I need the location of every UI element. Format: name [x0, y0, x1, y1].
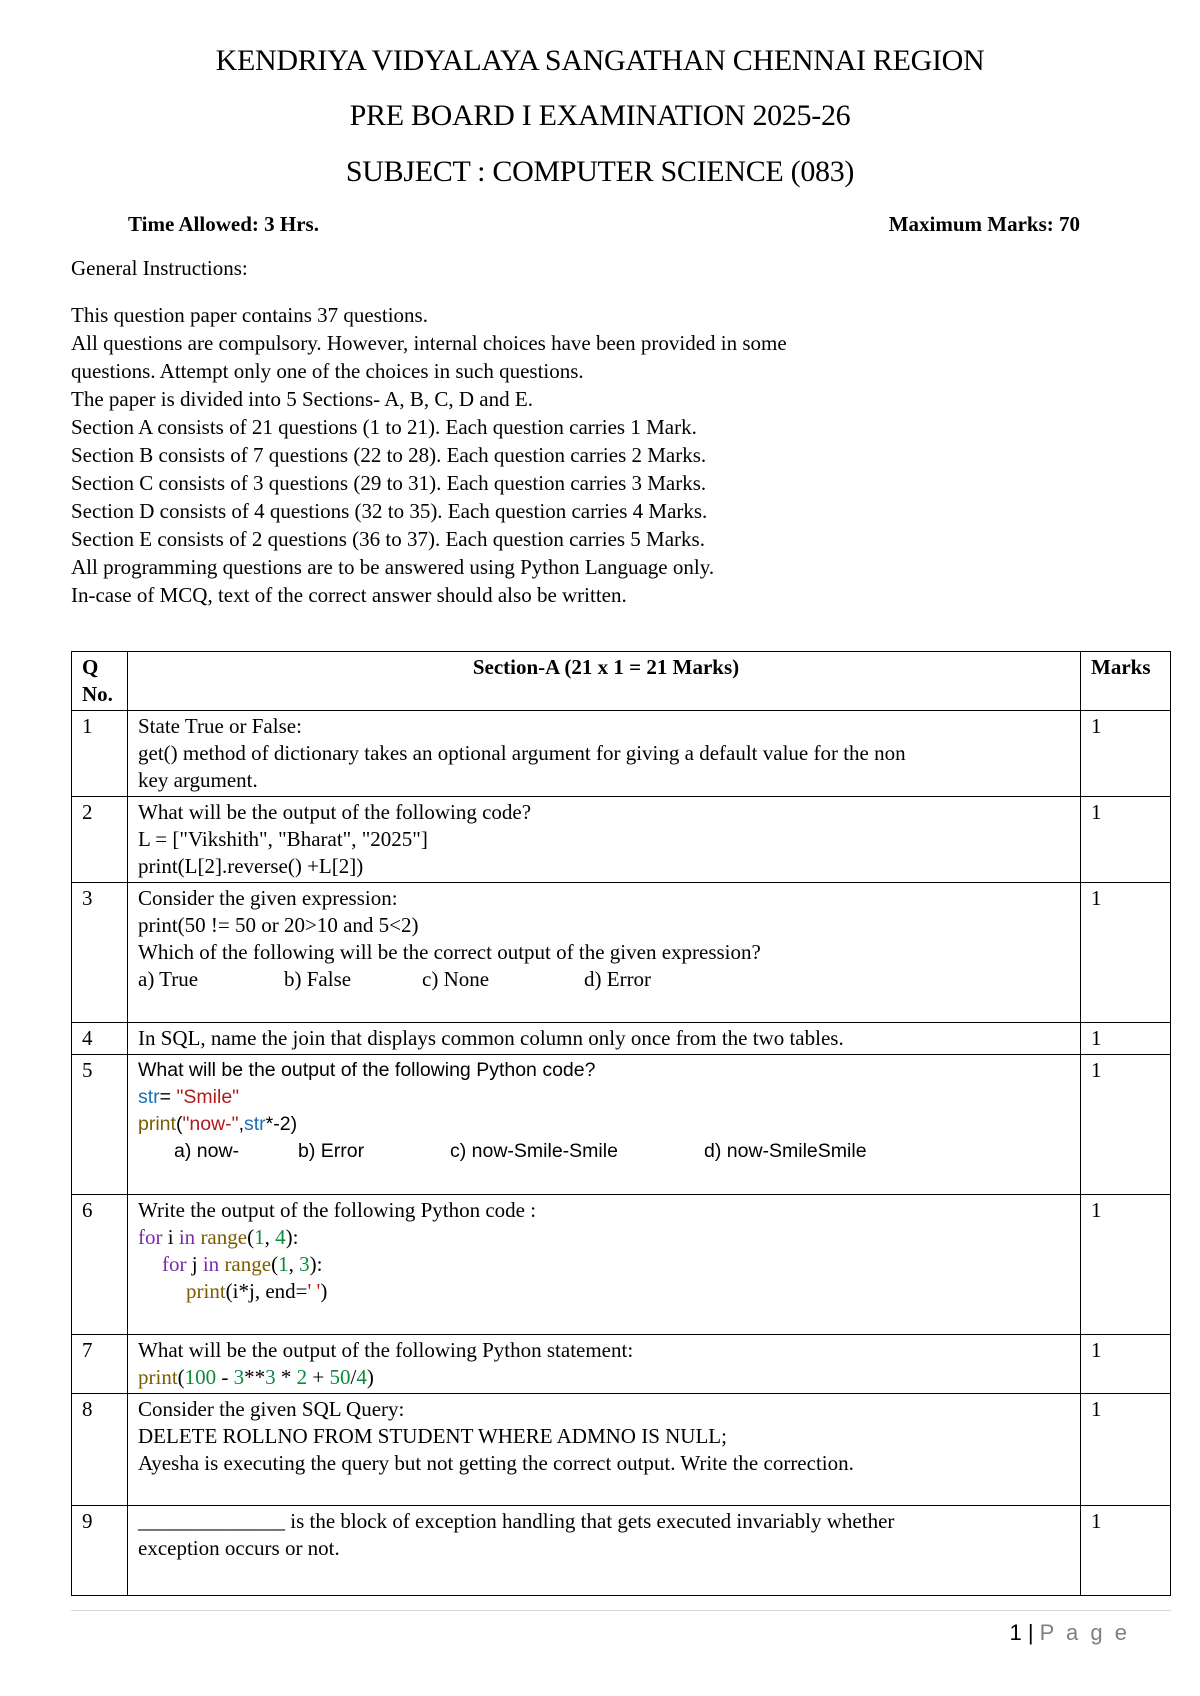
- code-line: [138, 1251, 1074, 1278]
- question-line: What will be the output of the following Python statement:: [138, 1338, 634, 1362]
- code-token: (: [247, 1225, 255, 1249]
- question-line: State True or False:: [138, 714, 302, 738]
- instruction-line: Section D consists of 4 questions (32 to 35). Each question carries 4 Marks.: [71, 499, 708, 523]
- question-line: exception occurs or not.: [138, 1536, 340, 1560]
- question-text: [128, 711, 1081, 797]
- question-text: [128, 1195, 1081, 1335]
- table-header-row: [72, 652, 1171, 711]
- code-token: 4: [275, 1225, 286, 1249]
- code-token: in: [202, 1252, 220, 1276]
- code-token: 1: [278, 1252, 289, 1276]
- code-token: /: [350, 1365, 357, 1389]
- question-line: Which of the following will be the correct output of the given expression?: [138, 940, 761, 964]
- question-line: Consider the given SQL Query:: [138, 1397, 405, 1421]
- code-token: ): [366, 1365, 374, 1389]
- table-row: [72, 711, 1171, 797]
- question-line: Write the output of the following Python code :: [138, 1198, 537, 1222]
- code-line: print(L[2].reverse() +L[2]): [138, 854, 364, 878]
- instruction-line: Section B consists of 7 questions (22 to 28). Each question carries 2 Marks.: [71, 443, 707, 467]
- question-line: In SQL, name the join that displays common column only once from the two tables.: [138, 1026, 844, 1050]
- table-row: [72, 1394, 1171, 1506]
- instruction-line: Section C consists of 3 questions (29 to 31). Each question carries 3 Marks.: [71, 471, 707, 495]
- question-marks: 1: [1081, 1335, 1171, 1394]
- question-line: What will be the output of the following Python code?: [138, 1059, 596, 1081]
- question-line: ______________ is the block of exception handling that gets executed invariably whether: [138, 1509, 895, 1533]
- question-line: What will be the output of the following code?: [138, 800, 532, 824]
- code-token: print: [138, 1113, 176, 1135]
- code-token: j: [186, 1252, 203, 1276]
- question-marks: 1: [1081, 883, 1171, 1023]
- time-allowed: Time Allowed: 3 Hrs.: [128, 212, 319, 236]
- instruction-line: The paper is divided into 5 Sections- A, B, C, D and E.: [71, 387, 533, 411]
- question-line: get() method of dictionary takes an optional argument for giving a default value for the non: [138, 741, 906, 765]
- question-number: 9: [72, 1506, 128, 1596]
- question-number: 2: [72, 797, 128, 883]
- question-marks: 1: [1081, 797, 1171, 883]
- code-token: (: [175, 1113, 183, 1135]
- table-row: [72, 1506, 1171, 1596]
- header-organization: KENDRIYA VIDYALAYA SANGATHAN CHENNAI REGION: [215, 44, 985, 77]
- code-token: str: [243, 1113, 266, 1135]
- code-token: "Smile": [176, 1086, 240, 1108]
- question-number: 4: [72, 1023, 128, 1055]
- maximum-marks: Maximum Marks: 70: [888, 212, 1080, 236]
- code-line: print(50 != 50 or 20>10 and 5<2): [138, 913, 419, 937]
- code-token: -: [216, 1365, 234, 1389]
- option-b: b) Error: [298, 1140, 365, 1162]
- question-line: Ayesha is executing the query but not getting the correct output. Write the correction.: [138, 1451, 854, 1475]
- general-instructions-list: [71, 301, 787, 609]
- option-a: a) True: [138, 967, 199, 991]
- code-token: 50: [329, 1365, 351, 1389]
- code-token: 2: [296, 1365, 308, 1389]
- question-number: 6: [72, 1195, 128, 1335]
- code-token: ' ': [307, 1279, 321, 1303]
- question-marks: 1: [1081, 1394, 1171, 1506]
- code-token: +: [307, 1365, 330, 1389]
- code-token: 3: [265, 1365, 276, 1389]
- question-text: [128, 1394, 1081, 1506]
- code-token: 4: [356, 1365, 367, 1389]
- question-number: 3: [72, 883, 128, 1023]
- code-token: ,: [238, 1113, 244, 1135]
- header-subject: SUBJECT : COMPUTER SCIENCE (083): [345, 155, 855, 188]
- header-exam-title: PRE BOARD I EXAMINATION 2025-26: [349, 99, 851, 132]
- option-c: c) None: [422, 967, 490, 991]
- instruction-line: All questions are compulsory. However, internal choices have been provided in some: [71, 331, 787, 355]
- question-line: key argument.: [138, 768, 258, 792]
- question-marks: 1: [1081, 711, 1171, 797]
- question-text: [128, 797, 1081, 883]
- table-row: [72, 1055, 1171, 1195]
- table-row: [72, 1195, 1171, 1335]
- instruction-line: Section E consists of 2 questions (36 to 37). Each question carries 5 Marks.: [71, 527, 705, 551]
- code-line: L = ["Vikshith", "Bharat", "2025"]: [138, 827, 428, 851]
- code-token: ): [320, 1279, 328, 1303]
- instruction-line: All programming questions are to be answered using Python Language only.: [71, 555, 715, 579]
- page-number: 1: [1009, 1620, 1022, 1645]
- code-token: range: [219, 1252, 272, 1276]
- code-line: DELETE ROLLNO FROM STUDENT WHERE ADMNO IS NULL;: [138, 1424, 727, 1448]
- code-token: 100: [184, 1365, 217, 1389]
- code-token: print: [138, 1365, 178, 1389]
- code-token: (: [177, 1365, 185, 1389]
- table-row: [72, 797, 1171, 883]
- column-header-marks: Marks: [1081, 652, 1171, 711]
- table-row: [72, 1335, 1171, 1394]
- code-token: print: [186, 1279, 226, 1303]
- code-token: 3: [299, 1252, 310, 1276]
- instruction-line: This question paper contains 37 questions.: [71, 303, 428, 327]
- question-text: [128, 883, 1081, 1023]
- code-line: [138, 1364, 1074, 1391]
- code-line: [138, 1278, 1074, 1305]
- column-header-qno: Q No.: [72, 652, 128, 711]
- question-number: 1: [72, 711, 128, 797]
- code-token: in: [178, 1225, 196, 1249]
- code-token: 3: [233, 1365, 245, 1389]
- code-token: ,: [264, 1225, 276, 1249]
- question-text: [128, 1506, 1081, 1596]
- question-text: [128, 1023, 1081, 1055]
- instruction-line: questions. Attempt only one of the choices in such questions.: [71, 359, 584, 383]
- code-token: ,: [288, 1252, 300, 1276]
- page-label: P a g e: [1039, 1620, 1130, 1645]
- question-number: 5: [72, 1055, 128, 1195]
- code-token: **: [244, 1365, 266, 1389]
- code-token: 1: [254, 1225, 265, 1249]
- question-marks: 1: [1081, 1195, 1171, 1335]
- code-line: [138, 1111, 1074, 1138]
- code-token: *: [275, 1365, 297, 1389]
- footer-divider: [71, 1610, 1171, 1611]
- question-line: Consider the given expression:: [138, 886, 398, 910]
- instruction-line: In-case of MCQ, text of the correct answer should also be written.: [71, 583, 627, 607]
- code-token: =: [159, 1086, 177, 1108]
- code-token: for: [138, 1225, 163, 1249]
- option-b: b) False: [284, 967, 352, 991]
- table-row: [72, 1023, 1171, 1055]
- general-instructions-title: General Instructions:: [71, 256, 248, 280]
- options-line: [138, 966, 1074, 993]
- question-marks: 1: [1081, 1023, 1171, 1055]
- column-header-section: Section-A (21 x 1 = 21 Marks): [128, 652, 1081, 711]
- question-text: [128, 1335, 1081, 1394]
- code-line: [138, 1224, 1074, 1251]
- code-token: ):: [285, 1225, 299, 1249]
- option-c: c) now-Smile-Smile: [450, 1140, 618, 1162]
- instruction-line: Section A consists of 21 questions (1 to 21). Each question carries 1 Mark.: [71, 415, 697, 439]
- table-row: [72, 883, 1171, 1023]
- question-number: 8: [72, 1394, 128, 1506]
- options-line: [138, 1138, 1074, 1165]
- question-number: 7: [72, 1335, 128, 1394]
- code-line: [138, 1084, 1074, 1111]
- option-d: d) Error: [584, 967, 652, 991]
- option-d: d) now-SmileSmile: [704, 1140, 867, 1162]
- question-text: [128, 1055, 1081, 1195]
- code-token: for: [162, 1252, 187, 1276]
- page-separator: |: [1021, 1620, 1040, 1645]
- code-token: (i*j, end=: [225, 1279, 308, 1303]
- option-a: a) now-: [174, 1140, 240, 1162]
- code-token: "now-": [182, 1113, 239, 1135]
- code-token: str: [138, 1086, 160, 1108]
- questions-table: [71, 651, 1171, 1596]
- question-marks: 1: [1081, 1055, 1171, 1195]
- code-token: *-2): [265, 1113, 298, 1135]
- question-marks: 1: [1081, 1506, 1171, 1596]
- code-token: i: [162, 1225, 179, 1249]
- code-token: range: [195, 1225, 248, 1249]
- code-token: ):: [309, 1252, 323, 1276]
- code-token: (: [271, 1252, 279, 1276]
- page-number-footer: [1009, 1620, 1130, 1646]
